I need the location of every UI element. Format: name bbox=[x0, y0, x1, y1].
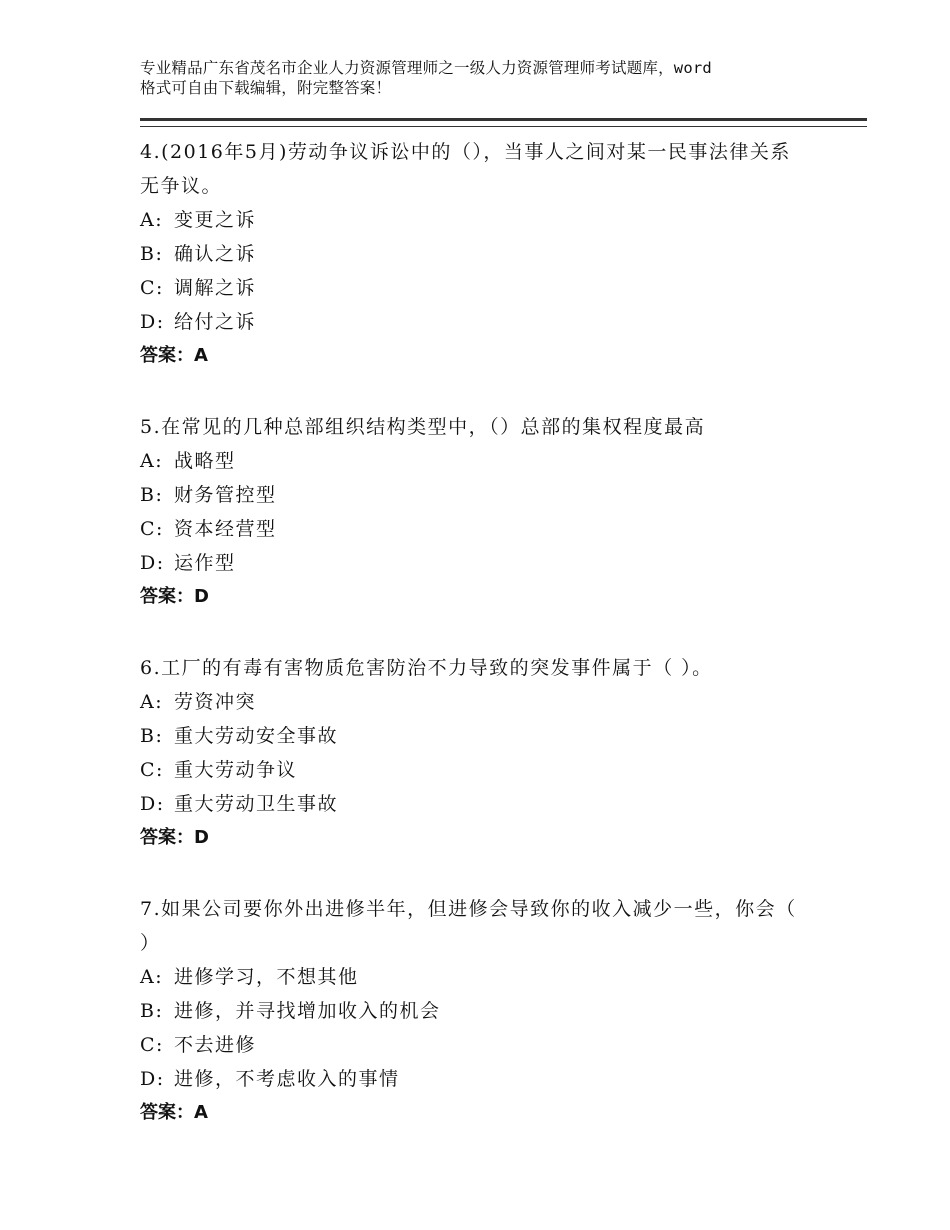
question-stem: 5.在常见的几种总部组织结构类型中，（）总部的集权程度最高 bbox=[140, 416, 706, 438]
option-text: 战略型 bbox=[174, 450, 236, 472]
option-d bbox=[140, 546, 870, 580]
option-a bbox=[140, 203, 870, 237]
option-text: 确认之诉 bbox=[174, 243, 257, 265]
header-line-1: 专业精品广东省茂名市企业人力资源管理师之一级人力资源管理师考试题库，word bbox=[140, 59, 712, 77]
document-page bbox=[140, 58, 870, 1130]
question-7 bbox=[140, 892, 870, 1130]
question-stem: 4.(2016年5月)劳动争议诉讼中的（），当事人之间对某一民事法律关系无争议。 bbox=[140, 141, 791, 197]
header-rule bbox=[140, 118, 867, 127]
option-key: A: bbox=[140, 450, 164, 472]
option-a bbox=[140, 685, 870, 719]
question-4 bbox=[140, 135, 870, 373]
option-b bbox=[140, 719, 870, 753]
option-key: D: bbox=[140, 311, 165, 333]
option-b bbox=[140, 478, 870, 512]
option-text: 运作型 bbox=[174, 552, 236, 574]
option-text: 给付之诉 bbox=[174, 311, 257, 333]
question-6 bbox=[140, 651, 870, 855]
header-line-2: 格式可自由下载编辑，附完整答案！ bbox=[140, 79, 392, 97]
option-text: 重大劳动卫生事故 bbox=[174, 793, 339, 815]
option-text: 财务管控型 bbox=[174, 484, 277, 506]
option-text: 劳资冲突 bbox=[174, 691, 257, 713]
option-text: 进修学习，不想其他 bbox=[174, 966, 359, 988]
answer-label: 答案：D bbox=[140, 827, 209, 848]
option-c bbox=[140, 1028, 870, 1062]
option-key: A: bbox=[140, 209, 164, 231]
option-d bbox=[140, 787, 870, 821]
answer-label: 答案：D bbox=[140, 586, 209, 607]
option-key: B: bbox=[140, 484, 164, 506]
option-key: D: bbox=[140, 793, 165, 815]
option-a bbox=[140, 444, 870, 478]
option-text: 变更之诉 bbox=[174, 209, 257, 231]
option-key: A: bbox=[140, 966, 164, 988]
option-text: 进修，不考虑收入的事情 bbox=[174, 1068, 400, 1090]
option-key: B: bbox=[140, 725, 164, 747]
option-key: A: bbox=[140, 691, 164, 713]
option-c bbox=[140, 271, 870, 305]
option-text: 不去进修 bbox=[174, 1034, 257, 1056]
option-key: C: bbox=[140, 1034, 164, 1056]
option-key: B: bbox=[140, 1000, 164, 1022]
option-a bbox=[140, 960, 870, 994]
option-key: D: bbox=[140, 1068, 165, 1090]
option-key: C: bbox=[140, 277, 164, 299]
question-5 bbox=[140, 410, 870, 614]
option-d bbox=[140, 305, 870, 339]
option-text: 重大劳动安全事故 bbox=[174, 725, 339, 747]
answer-label: 答案：A bbox=[140, 1102, 208, 1123]
option-key: C: bbox=[140, 759, 164, 781]
document-header bbox=[140, 58, 830, 98]
option-key: C: bbox=[140, 518, 164, 540]
option-b bbox=[140, 994, 870, 1028]
answer-label: 答案：A bbox=[140, 345, 208, 366]
option-text: 资本经营型 bbox=[174, 518, 277, 540]
option-key: B: bbox=[140, 243, 164, 265]
option-b bbox=[140, 237, 870, 271]
question-stem: 7.如果公司要你外出进修半年，但进修会导致你的收入减少一些，你会（ ） bbox=[140, 898, 797, 954]
option-text: 重大劳动争议 bbox=[174, 759, 298, 781]
option-text: 调解之诉 bbox=[174, 277, 257, 299]
option-d bbox=[140, 1062, 870, 1096]
option-c bbox=[140, 753, 870, 787]
question-stem: 6.工厂的有毒有害物质危害防治不力导致的突发事件属于（ ）。 bbox=[140, 657, 713, 679]
option-c bbox=[140, 512, 870, 546]
option-key: D: bbox=[140, 552, 165, 574]
option-text: 进修，并寻找增加收入的机会 bbox=[174, 1000, 441, 1022]
